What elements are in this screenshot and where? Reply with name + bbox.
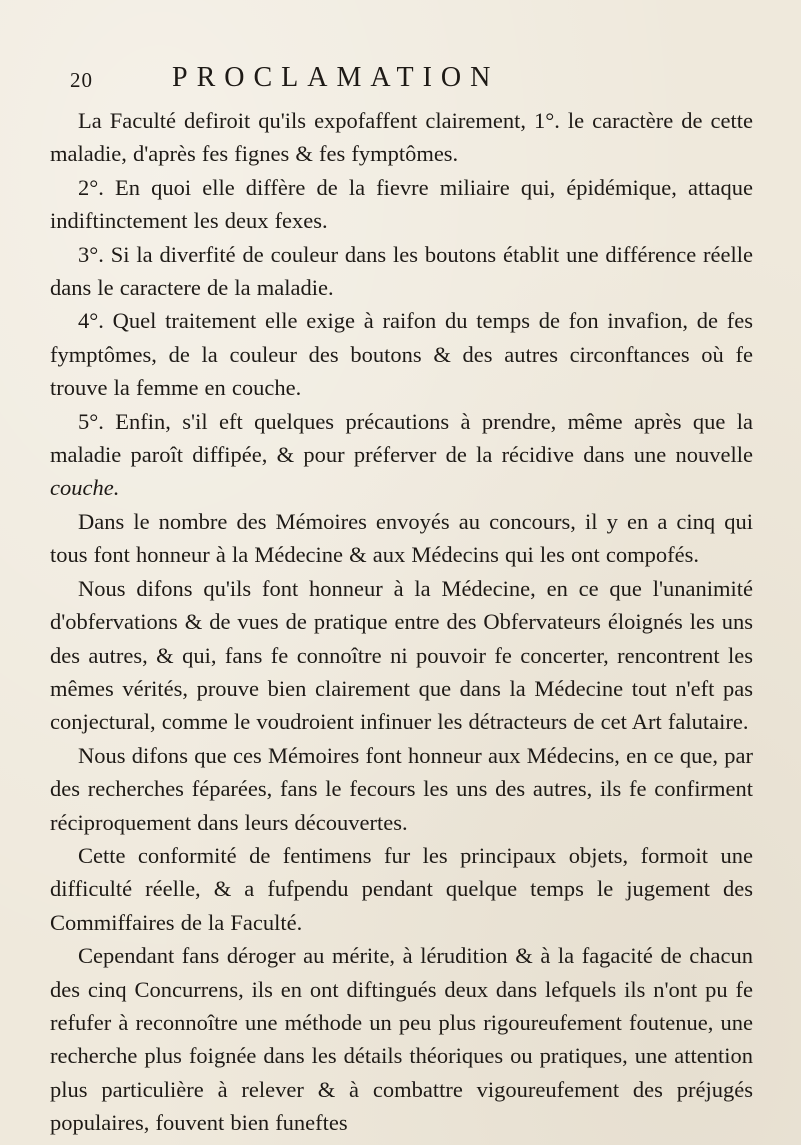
- paragraph-conformite: Cette conformité de fentimens fur les principaux objets, formoit une difficulté réelle, & a fufpendu pendant quelque temps le jugement des Commiffaires de la Faculté.: [50, 842, 753, 935]
- paragraph-cependant: Cependant fans déroger au mérite, à lérudition & à la fagacité de chacun des cinq Concurrens, ils en ont diftingués deux dans lefquels ils n'ont pu fe refufer à reconnoître une méthode un peu plus rigoureufement foutenue, une recherche plus foignée dans les détails théoriques ou pratiques, une attention plus particulière à relever & à combattre vigoureufement des préjugés populaires, fouvent bien funeftes: [50, 943, 753, 1136]
- paragraph-honneur-medecins: Nous difons que ces Mémoires font honneur aux Médecins, en ce que, par des recherches féparées, fans le fecours les uns des autres, ils fe confirment réciproquement dans leurs découvertes.: [50, 742, 753, 835]
- paragraph-question-4: 4°. Quel traitement elle exige à raifon du temps de fon invafion, de fes fymptômes, de la couleur des boutons & des autres circonftances où fe trouve la femme en couche.: [50, 308, 753, 401]
- page-number: 20: [70, 68, 93, 92]
- paragraph-honneur-medecine: Nous difons qu'ils font honneur à la Médecine, en ce que l'unanimité d'obfervations & de vues de pratique entre des Obfervateurs éloignés les uns des autres, & qui, fans fe connoître ni pouvoir fe concerter, rencontrent les mêmes vérités, prouve bien clairement que dans la Médecine tout n'eft pas conjectural, comme le voudroient infinuer les détracteurs de cet Art falutaire.: [50, 575, 753, 735]
- paragraph-question-5-text: 5°. Enfin, s'il eft quelques précautions à prendre, même après que la maladie paroît diffipée, & pour préferver de la récidive dans une nouvelle: [50, 408, 753, 468]
- paragraph-question-3: 3°. Si la diverfité de couleur dans les boutons établit une différence réelle dans le caractere de la maladie.: [50, 241, 753, 301]
- paragraph-question-5: [50, 405, 753, 505]
- paragraph-question-2: 2°. En quoi elle diffère de la fievre miliaire qui, épidémique, attaque indiftinctement les deux fexes.: [50, 174, 753, 234]
- paragraph-intro: La Faculté defiroit qu'ils expofaffent clairement, 1°. le caractère de cette maladie, d'après fes fignes & fes fymptômes.: [50, 108, 753, 167]
- body-text: [50, 104, 753, 1140]
- paragraph-question-5-italic: couche.: [50, 475, 120, 501]
- running-title: PROCLAMATION: [172, 62, 500, 93]
- running-head: [50, 62, 753, 98]
- paragraph-memoires-count: Dans le nombre des Mémoires envoyés au concours, il y en a cinq qui tous font honneur à la Médecine & aux Médecins qui les ont compofés.: [50, 508, 753, 568]
